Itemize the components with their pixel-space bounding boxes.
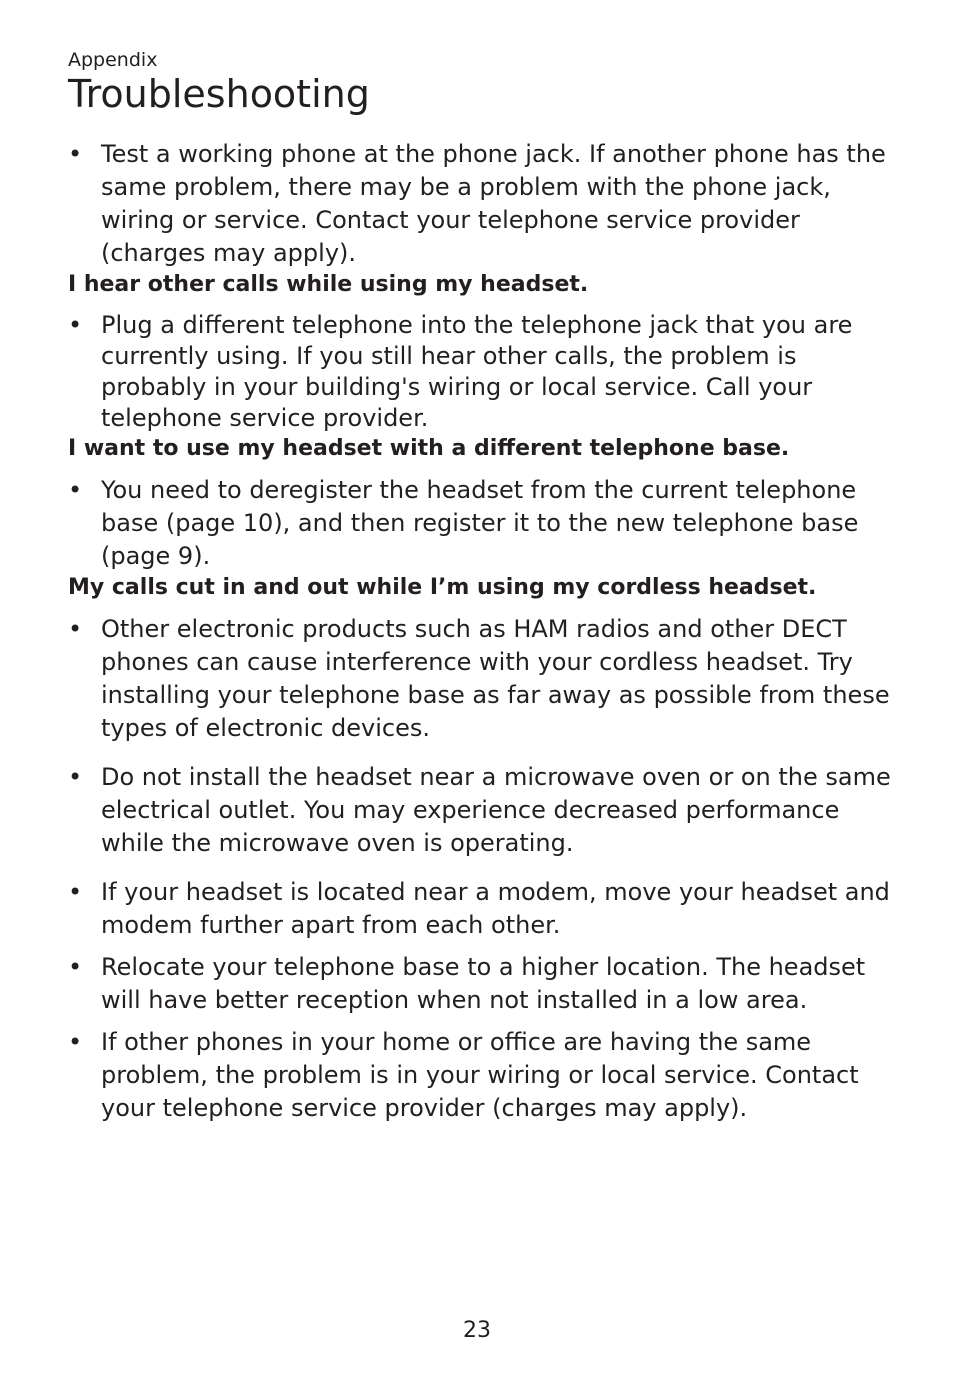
bullet-list: [68, 310, 908, 434]
section-label: Appendix: [68, 49, 158, 71]
bullet-icon: •: [68, 476, 83, 504]
bullet-icon: •: [68, 878, 83, 906]
list-item-text: Relocate your telephone base to a higher location. The headset will have better reception when not installed in a low area.: [101, 953, 866, 1014]
section-heading: I hear other calls while using my headset.: [68, 272, 589, 297]
list-item: [68, 1026, 908, 1125]
list-item-text: If your headset is located near a modem, move your headset and modem further apart from each other.: [101, 878, 890, 939]
list-item: [68, 310, 908, 434]
list-item: [68, 761, 908, 860]
list-item: [68, 138, 908, 270]
bullet-list: [68, 474, 908, 573]
list-item-text: Plug a different telephone into the telephone jack that you are currently using. If you still hear other calls, the problem is probably in your building's wiring or local service. Call your telephone service provider.: [101, 311, 853, 432]
list-item-text: Test a working phone at the phone jack. If another phone has the same problem, there may be a problem with the phone jack, wiring or service. Contact your telephone service provider (charges may apply).: [101, 140, 886, 267]
bullet-icon: •: [68, 763, 83, 791]
list-item: [68, 474, 908, 573]
section-heading: I want to use my headset with a different telephone base.: [68, 436, 790, 461]
list-item-text: You need to deregister the headset from the current telephone base (page 10), and then register it to the new telephone base (page 9).: [101, 476, 859, 570]
bullet-icon: •: [68, 311, 83, 339]
bullet-list: [68, 138, 908, 270]
section-intro: [68, 138, 908, 270]
list-item: [68, 951, 908, 1017]
section-different-base: [68, 434, 908, 573]
list-item-text: Other electronic products such as HAM radios and other DECT phones can cause interference with your cordless headset. Try installing your telephone base as far away as possible from these types of electronic devices.: [101, 615, 890, 742]
bullet-icon: •: [68, 1028, 83, 1056]
bullet-icon: •: [68, 953, 83, 981]
document-page: [68, 48, 908, 1125]
section-hear-other-calls: [68, 270, 908, 434]
page-title: Troubleshooting: [68, 72, 370, 116]
bullet-icon: •: [68, 615, 83, 643]
section-heading: My calls cut in and out while I’m using my cordless headset.: [68, 575, 817, 600]
section-calls-cut-in-out: [68, 573, 908, 1125]
bullet-icon: •: [68, 140, 83, 168]
list-item-text: If other phones in your home or office are having the same problem, the problem is in your wiring or local service. Contact your telephone service provider (charges may apply).: [101, 1028, 859, 1122]
page-number: 23: [463, 1318, 491, 1343]
bullet-list: [68, 613, 908, 1125]
list-item-text: Do not install the headset near a microwave oven or on the same electrical outlet. You may experience decreased performance while the microwave oven is operating.: [101, 763, 891, 857]
list-item: [68, 876, 908, 942]
list-item: [68, 613, 908, 745]
